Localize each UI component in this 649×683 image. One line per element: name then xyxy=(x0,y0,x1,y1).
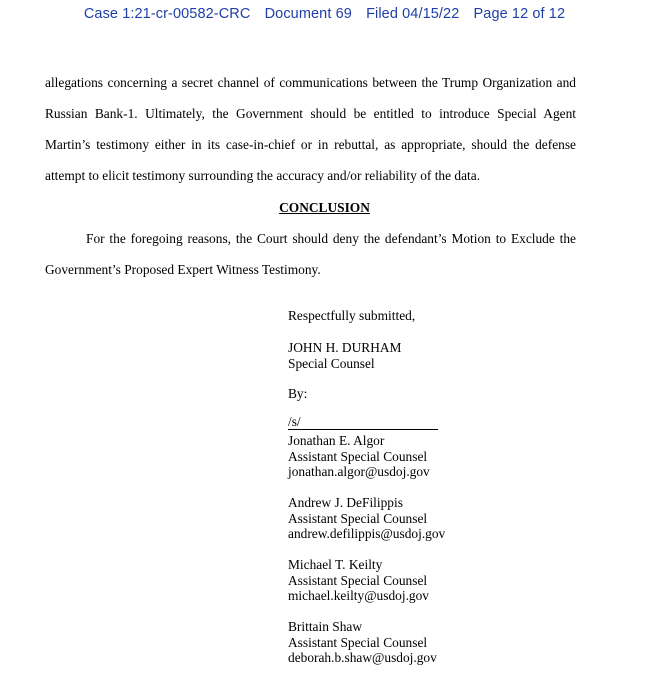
closing: Respectfully submitted, xyxy=(288,308,416,323)
body-line: allegations concerning a secret channel of communications between the Trump Organization and xyxy=(45,75,576,90)
body-line: attempt to elicit testimony surrounding the accuracy and/or reliability of the data. xyxy=(45,168,481,183)
by-label: By: xyxy=(288,386,308,401)
counsel-name: JOHN H. DURHAM xyxy=(288,340,402,355)
attorney-title: Assistant Special Counsel xyxy=(288,572,428,588)
page-number: Page 12 of 12 xyxy=(473,6,566,22)
case-number: Case 1:21-cr-00582-CRC xyxy=(83,6,251,22)
body-line: Government’s Proposed Expert Witness Testimony. xyxy=(45,262,321,277)
signature-mark: /s/ xyxy=(288,414,301,429)
attorney-title: Assistant Special Counsel xyxy=(288,448,428,464)
attorney-name: Brittain Shaw xyxy=(288,619,363,634)
filed-date: Filed 04/15/22 xyxy=(366,6,460,22)
attorney-block xyxy=(288,495,445,542)
document-number: Document 69 xyxy=(264,6,352,22)
attorney-name: Michael T. Keilty xyxy=(288,557,383,572)
attorney-email: michael.keilty@usdoj.gov xyxy=(288,588,430,604)
counsel-title: Special Counsel xyxy=(288,355,375,371)
counsel-block xyxy=(288,340,401,371)
attorney-title: Assistant Special Counsel xyxy=(288,634,428,650)
attorney-email: jonathan.algor@usdoj.gov xyxy=(288,464,430,480)
attorney-name: Andrew J. DeFilippis xyxy=(288,495,403,510)
attorney-name: Jonathan E. Algor xyxy=(288,433,385,448)
attorney-email: deborah.b.shaw@usdoj.gov xyxy=(288,650,437,666)
body-line: For the foregoing reasons, the Court should deny the defendant’s Motion to Exclude the xyxy=(86,231,576,246)
attorney-email: andrew.defilippis@usdoj.gov xyxy=(288,526,446,542)
section-heading: CONCLUSION xyxy=(279,200,370,215)
body-line: Martin’s testimony either in its case-in-chief or in rebuttal, as appropriate, should the defense xyxy=(45,137,576,152)
body-line: Russian Bank-1. Ultimately, the Government should be entitled to introduce Special Agent xyxy=(45,106,576,121)
attorney-block xyxy=(288,619,437,666)
ecf-header xyxy=(0,6,649,22)
attorney-block xyxy=(288,433,430,480)
attorney-title: Assistant Special Counsel xyxy=(288,510,428,526)
signature-line xyxy=(288,414,438,430)
attorney-block xyxy=(288,557,429,604)
